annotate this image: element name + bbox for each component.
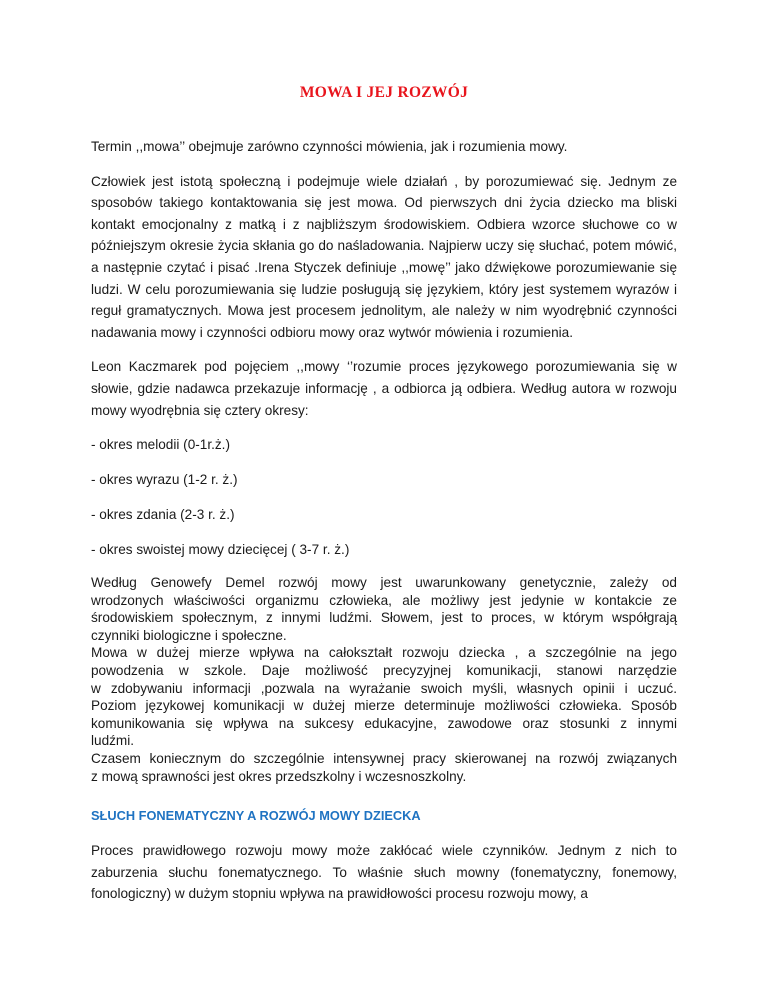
document-body — [91, 136, 677, 918]
paragraph-styczek: Człowiek jest istotą społeczną i podejmuje wiele działań , by porozumiewać się. Jednym ze sposobów takiego kontaktowania się jest mowa. Od pierwszych dni życia dziecko ma bliski kontakt emocjonalny z matką i z najbliższym środowiskiem. Odbiera wzorce słuchowe co w późniejszym okresie życia skłania go do naśladowania. Najpierw uczy się słuchać, potem mówić, a następnie czytać i pisać .Irena Styczek definiuje ,,mowę’’ jako dźwiękowe porozumiewanie się ludzi. W celu porozumiewania się ludzie posługują się językiem, który jest systemem wyrazów i reguł gramatycznych. Mowa jest procesem jednolitym, ale należy w nim wyodrębnić czynności nadawania mowy i czynności odbioru mowy oraz wytwór mówienia i rozumienia. — [91, 173, 677, 340]
text-line: czynniki biologiczne i społeczne. — [91, 627, 287, 643]
text-line: powodzenia w szkole. Daje możliwość precyzyjnej komunikacji, stanowi narzędzie — [91, 663, 677, 679]
text-line: w zdobywaniu informacji ,pozwala na wyrażanie swoich myśli, własnych opinii i uczuć. — [91, 680, 677, 696]
text-line: środowiskiem społecznym, z innymi ludźmi. Słowem, jest to proces, w którym współgrają — [91, 610, 677, 626]
text-line: z mową sprawności jest okres przedszkolny i wczesnoszkolny. — [91, 768, 467, 784]
list-item: - okres melodii (0-1r.ż.) — [91, 437, 230, 453]
text-line: ludźmi. — [91, 733, 135, 749]
paragraph-phonematic-hearing: Proces prawidłowego rozwoju mowy może zakłócać wiele czynników. Jednym z nich to zaburzenia słuchu fonematycznego. To właśnie słuch mowny (fonematyczny, fonemowy, fonologiczny) w dużym stopniu wpływa na prawidłowości procesu rozwoju mowy, a — [91, 843, 677, 902]
list-item: - okres zdania (2-3 r. ż.) — [91, 507, 235, 523]
paragraph-demel-block — [91, 574, 677, 785]
text-line: Według Genowefy Demel rozwój mowy jest uwarunkowany genetycznie, zależy od — [91, 575, 677, 591]
text-line: komunikowania się wpływa na sukcesy edukacyjne, zawodowe oraz stosunki z innymi — [91, 715, 677, 731]
paragraph-definition: Termin ,,mowa’’ obejmuje zarówno czynności mówienia, jak i rozumienia mowy. — [91, 139, 568, 154]
text-line: Poziom językowej komunikacji w dużej mierze determinuje możliwości człowieka. Sposób — [91, 698, 677, 714]
list-item: - okres wyrazu (1-2 r. ż.) — [91, 472, 238, 488]
section-heading: SŁUCH FONEMATYCZNY A ROZWÓJ MOWY DZIECKA — [91, 808, 421, 824]
list-item: - okres swoistej mowy dziecięcej ( 3-7 r. ż.) — [91, 542, 350, 558]
paragraph-kaczmarek: Leon Kaczmarek pod pojęciem ,,mowy ‘’rozumie proces językowego porozumiewania się w słowie, gdzie nadawca przekazuje informację , a odbiorca ją odbiera. Według autora w rozwoju mowy wyodrębnia się cztery okresy: — [91, 359, 677, 418]
text-line: wrodzonych właściwości organizmu człowieka, ale możliwy jest jedynie w kontakcie ze — [91, 592, 677, 608]
text-line: Czasem koniecznym do szczególnie intensywnej pracy skierowanej na rozwój związanych — [91, 751, 677, 766]
document-title: MOWA I JEJ ROZWÓJ — [299, 84, 469, 101]
text-line: Mowa w dużej mierze wpływa na całokształt rozwoju dziecka , a szczególnie na jego — [91, 645, 677, 661]
